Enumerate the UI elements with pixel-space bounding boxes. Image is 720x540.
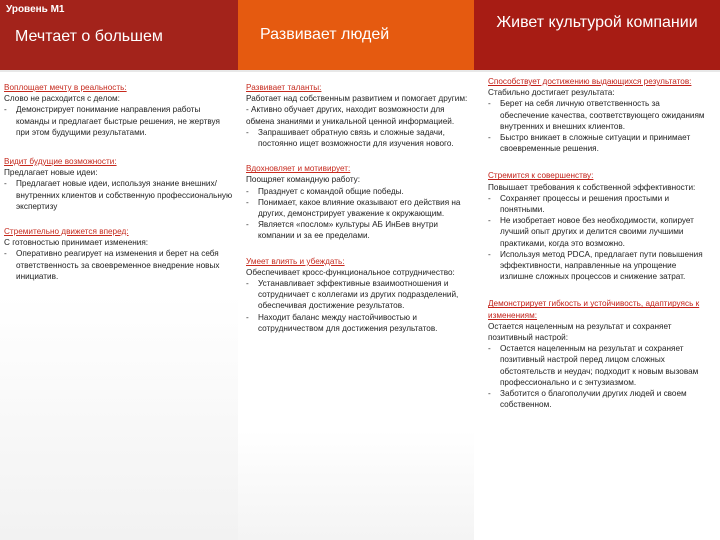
bullet-list xyxy=(246,186,470,242)
list-item: - Понимает, какое влияние оказывают его действия на других, демонстрирует уважение к окружающим. xyxy=(246,197,470,219)
list-item: - Не изобретает новое без необходимости, копирует лучший опыт других и делится своими лучшими практиками, когда это возможно. xyxy=(488,215,710,249)
competency-section xyxy=(246,256,470,334)
list-item: - Устанавливает эффективные взаимоотношения и сотрудничает с коллегами из других подразделений, обеспечивая достижение результатов. xyxy=(246,278,470,312)
bullet-list xyxy=(488,343,710,410)
competency-section xyxy=(246,163,470,241)
section-text: Повышает требования к собственной эффективности: xyxy=(488,182,696,192)
background-shade xyxy=(0,295,238,540)
section-text: Поощряет командную работу: xyxy=(246,175,361,185)
column-body xyxy=(474,70,720,410)
list-item: - Заботится о благополучии других людей и своем собственном. xyxy=(488,388,710,410)
section-heading: Стремится к совершенству: xyxy=(488,171,594,181)
list-item: - Находит баланс между настойчивостью и сотрудничеством для достижения результатов. xyxy=(246,312,470,334)
column-title: Развивает людей xyxy=(260,26,390,43)
column-title: Мечтает о большем xyxy=(15,28,163,45)
bullet-list xyxy=(488,193,710,283)
section-heading: Воплощает мечту в реальность: xyxy=(4,83,127,92)
list-item: - Остается нацеленным на результат и сохраняет позитивный настрой перед лицом сложных обстоятельств и неудач; подходит к новым вызовам профессионально и с энтузиазмом. xyxy=(488,343,710,388)
section-text: Работает над собственным развитием и помогает другим: xyxy=(246,94,468,104)
list-item: - Быстро вникает в сложные ситуации и принимает своевременные решения. xyxy=(488,132,710,154)
bullet-list xyxy=(4,178,234,212)
list-item: - Празднует с командой общие победы. xyxy=(246,186,470,197)
list-item: - Запрашивает обратную связь и сложные задачи, постоянно ищет возможности для изучения нового. xyxy=(246,127,470,149)
section-heading: Развивает таланты: xyxy=(246,83,322,92)
list-item: - Используя метод PDCA, предлагает пути повышения эффективности, направленные на упрощение излишне сложных процессов и снижение затрат. xyxy=(488,249,710,283)
competency-section xyxy=(246,82,470,149)
section-heading: Умеет влиять и убеждать: xyxy=(246,256,345,266)
column-title: Живет культурой компании xyxy=(496,14,698,31)
competency-section xyxy=(488,170,710,282)
column-body xyxy=(238,70,474,334)
section-text: Слово не расходится с делом: xyxy=(4,94,120,104)
divider xyxy=(474,70,720,72)
column-header xyxy=(0,0,238,70)
competency-section xyxy=(488,298,710,410)
competency-section xyxy=(4,226,234,282)
section-heading: Стремительно движется вперед: xyxy=(4,227,129,237)
section-heading: Способствует достижению выдающихся результатов: xyxy=(488,77,692,86)
list-item: - Демонстрирует понимание направления работы команды и предлагает быстрые решения, не жертвуя при этом будущими результатами. xyxy=(4,104,234,138)
bullet-list xyxy=(488,98,710,154)
list-item: - Является «послом» культуры АБ ИнБев внутри компании и за ее пределами. xyxy=(246,219,470,241)
bullet-list xyxy=(246,278,470,334)
competency-section xyxy=(4,82,234,138)
list-item: - Оперативно реагирует на изменения и берет на себя ответственность за своевременное внедрение новых инициатив. xyxy=(4,248,234,282)
level-label: Уровень М1 xyxy=(6,4,65,15)
section-text: Стабильно достигает результата: xyxy=(488,88,615,98)
column-body xyxy=(0,70,238,282)
bullet-list xyxy=(4,104,234,138)
section-heading: Демонстрирует гибкость и устойчивость, адаптируясь к изменениям: xyxy=(488,299,700,320)
section-text: Предлагает новые идеи: xyxy=(4,168,98,178)
list-item: - Предлагает новые идеи, используя знание внешних/внутренних клиентов и собственную профессиональную экспертизу xyxy=(4,178,234,212)
section-text: С готовностью принимает изменения: xyxy=(4,238,149,248)
section-text: - Активно обучает других, находит возможности для обмена знаниями и уникальной ценной информацией. xyxy=(246,105,455,126)
competency-section xyxy=(488,76,710,154)
bullet-list xyxy=(246,127,470,149)
background-shade xyxy=(238,430,474,540)
column-header xyxy=(474,0,720,70)
section-heading: Видит будущие возможности: xyxy=(4,157,117,167)
column-develops-people xyxy=(238,0,474,540)
bullet-list xyxy=(4,248,234,282)
list-item: - Сохраняет процессы и решения простыми и понятными. xyxy=(488,193,710,215)
column-header xyxy=(238,0,474,70)
list-item: - Берет на себя личную ответственность за обеспечение качества, соответствующего ожиданиям внутренних и внешних клиентов. xyxy=(488,98,710,132)
column-dreams-big xyxy=(0,0,238,540)
competency-section xyxy=(4,156,234,212)
section-text: Остается нацеленным на результат и сохраняет позитивный настрой: xyxy=(488,321,672,343)
column-lives-culture xyxy=(474,0,720,540)
section-text: Обеспечивает кросс-функциональное сотрудничество: xyxy=(246,267,455,277)
section-heading: Вдохновляет и мотивирует: xyxy=(246,164,351,174)
